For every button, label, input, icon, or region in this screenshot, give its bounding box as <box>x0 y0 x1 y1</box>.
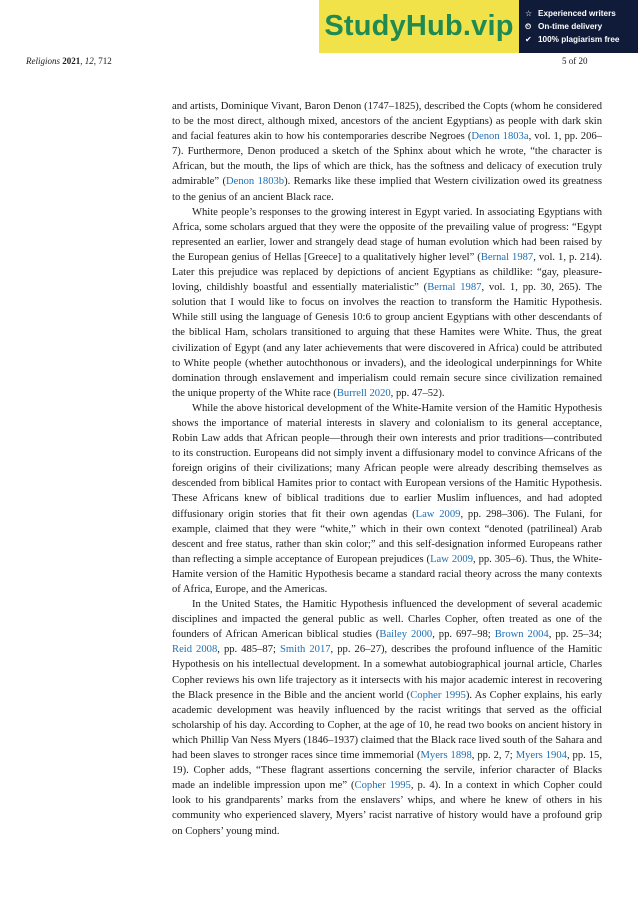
banner-feature <box>525 33 638 46</box>
paragraph-text: , pp. 26–27), describes the profound influence of the Hamitic Hypothesis on his intellectual development. In a somewhat autobiographical journal article, Charles Copher reviews his own life trajectory as it intersects with his major academic interest in recovering the Black presence in the Bible and the ancient world ( <box>172 644 602 701</box>
paragraph-text: , p. 4). In a context in which Copher could look to his grandparents’ marks from the enslavers’ whips, and where he knew of others in his community who experienced slavery, Myers’ racist narrative of history would have a profound grip on Cophers’ young mind. <box>172 780 602 837</box>
paragraph-text: , vol. 1, p. 214). Later this prejudice was replaced by depictions of ancient Egyptians as childlike: “gay, pleasure-loving, childishly boastful and essentially materialistic” ( <box>172 251 602 294</box>
citation-link[interactable]: Copher 1995 <box>354 780 411 792</box>
paragraph-text: ). As Copher explains, his early academic development was heavily influenced by the racist writings that served as the official scholarship of his day. According to Copher, at the age of 10, he read two books on ancient history in which Phillip Van Ness Myers (1846–1937) claimed that the Black race lived south of the Sahara and had been slaves to stronger races since time immemorial ( <box>172 689 602 762</box>
paragraph-text: , vol. 1, pp. 206–7). Furthermore, Denon produced a sketch of the Sphinx about which he wrote, “the character is African, but the mouth, the lips of which are thick, has the softness and delicacy of execution truly admirable” ( <box>172 131 602 188</box>
paragraph-text: , pp. 485–87; <box>217 644 280 656</box>
citation-link[interactable]: Reid 2008 <box>172 644 218 656</box>
banner-features <box>519 0 638 53</box>
citation-link[interactable]: Denon 1803b <box>225 176 285 188</box>
citation-link[interactable]: Smith 2017 <box>280 644 331 656</box>
banner-feature-text: Experienced writers <box>538 9 616 18</box>
citation-link[interactable]: Law 2009 <box>415 508 461 520</box>
journal-name: Religions <box>26 56 60 66</box>
citation-link[interactable]: Law 2009 <box>430 553 474 565</box>
citation-link[interactable]: Copher 1995 <box>410 689 466 701</box>
citation-link[interactable]: Myers 1898 <box>420 750 472 762</box>
paragraph-text: , pp. 298–306). The Fulani, for example, claimed that they were “white,” which in their own context “denoted (patrilineal) Arab descent and free status, rather than skin color;” and this self-designation informed Europeans rather than reflecting a simple acceptance of European prejudices ( <box>172 508 602 565</box>
citation-link[interactable]: Myers 1904 <box>515 750 567 762</box>
paragraph-text: , pp. 47–52). <box>390 387 445 399</box>
ad-banner[interactable] <box>319 0 638 53</box>
page-number: 5 of 20 <box>562 56 588 66</box>
article-number: 712 <box>98 56 112 66</box>
paragraph-text: , pp. 305–6). Thus, the White-Hamite version of the Hamitic Hypothesis became a standard racial theory across the many contexts of Africa, Europe, and the Americas. <box>172 553 602 595</box>
banner-feature <box>525 20 638 33</box>
citation-link[interactable]: Bernal 1987 <box>427 282 482 294</box>
body-paragraph <box>172 401 602 597</box>
body-paragraph <box>172 99 602 205</box>
paragraph-text: While the above historical development of the White-Hamite version of the Hamitic Hypothesis shows the importance of material interests in slavery and colonialism to its general acceptance, Robin Law adds that African people—through their own interests and prior traditions—contributed to its construction. Europeans did not simply invent a diffusionary model to convince Africans of the foreign origins of their civilizations; many African people were already describing themselves as descended from biblical Hamites prior to contact with European versions of the Hamitic Hypothesis. These Africans knew of biblical traditions due to earlier Muslim influences, and had adopted diffusionary origin stories that fit their own agendas ( <box>172 402 602 520</box>
paragraph-text: , pp. 2, 7; <box>471 750 516 762</box>
banner-feature <box>525 7 638 20</box>
journal-year: 2021 <box>62 56 81 66</box>
article-body <box>172 99 602 839</box>
citation-link[interactable]: Brown 2004 <box>494 629 549 641</box>
paragraph-text: , pp. 25–34; <box>548 629 602 641</box>
body-paragraph <box>172 597 602 839</box>
citation-link[interactable]: Bailey 2000 <box>379 629 433 641</box>
banner-feature-text: 100% plagiarism free <box>538 35 620 44</box>
citation-link[interactable]: Denon 1803a <box>471 131 529 143</box>
paragraph-text: , pp. 15, 19). Copher adds, “These flagrant assertions concerning the servile, inferior character of Blacks made an indelible impression upon me” ( <box>172 750 603 792</box>
paragraph-text: , vol. 1, pp. 30, 265). The solution that I would like to focus on involves the reaction to transform the Hamitic Hypothesis. While still using the language of Genesis 10:6 to group ancient Egyptians with other descendants of the biblical Ham, scholars transitioned to arguing that these Hamites were White. Thus, the great civilization of Egypt (and any later achievements that were discovered in Africa) could be attributed to White people (whether autochthonous or invaders), and the ideological underpinnings for White domination through enslavement and imperialism could remain secure since civilization remained the unique property of the White race ( <box>172 282 602 399</box>
paragraph-text: White people’s responses to the growing interest in Egypt varied. In associating Egyptians with Africa, some scholars argued that they were the opposite of the prevailing value of progress: “Egypt represented an earlier, lower and strangely dead stage of human evolution which had been raised by the European genius of Hellas [Greece] to a qualitatively higher level” ( <box>172 206 602 263</box>
body-paragraph <box>172 205 602 401</box>
journal-citation: Religions 2021, 12, 712 <box>26 56 112 66</box>
paragraph-text: ). Remarks like these implied that Western civilization owed its greatness to the genius of an ancient Black race. <box>172 176 602 203</box>
paragraph-text: In the United States, the Hamitic Hypothesis influenced the development of several academic disciplines and impacted the general public as well. Charles Copher, often treated as one of the founders of African American biblical studies ( <box>172 599 602 641</box>
clock-icon: ⏲ <box>525 21 532 31</box>
studyhub-logo[interactable]: StudyHub.vip <box>319 0 519 53</box>
banner-feature-text: On-time delivery <box>538 22 603 31</box>
paragraph-text: , pp. 697–98; <box>432 629 495 641</box>
paragraph-text: and artists, Dominique Vivant, Baron Denon (1747–1825), described the Copts (whom he considered to be the most direct, although mixed, ancestors of the ancient Egyptians) as people with dark skin and facial features akin to how his contemporaries describe Negroes ( <box>172 101 602 143</box>
star-icon: ☆ <box>525 9 533 18</box>
citation-link[interactable]: Burrell 2020 <box>336 387 391 399</box>
citation-link[interactable]: Bernal 1987 <box>480 251 534 263</box>
journal-volume: 12 <box>84 56 94 66</box>
check-icon: ✔ <box>525 35 532 44</box>
